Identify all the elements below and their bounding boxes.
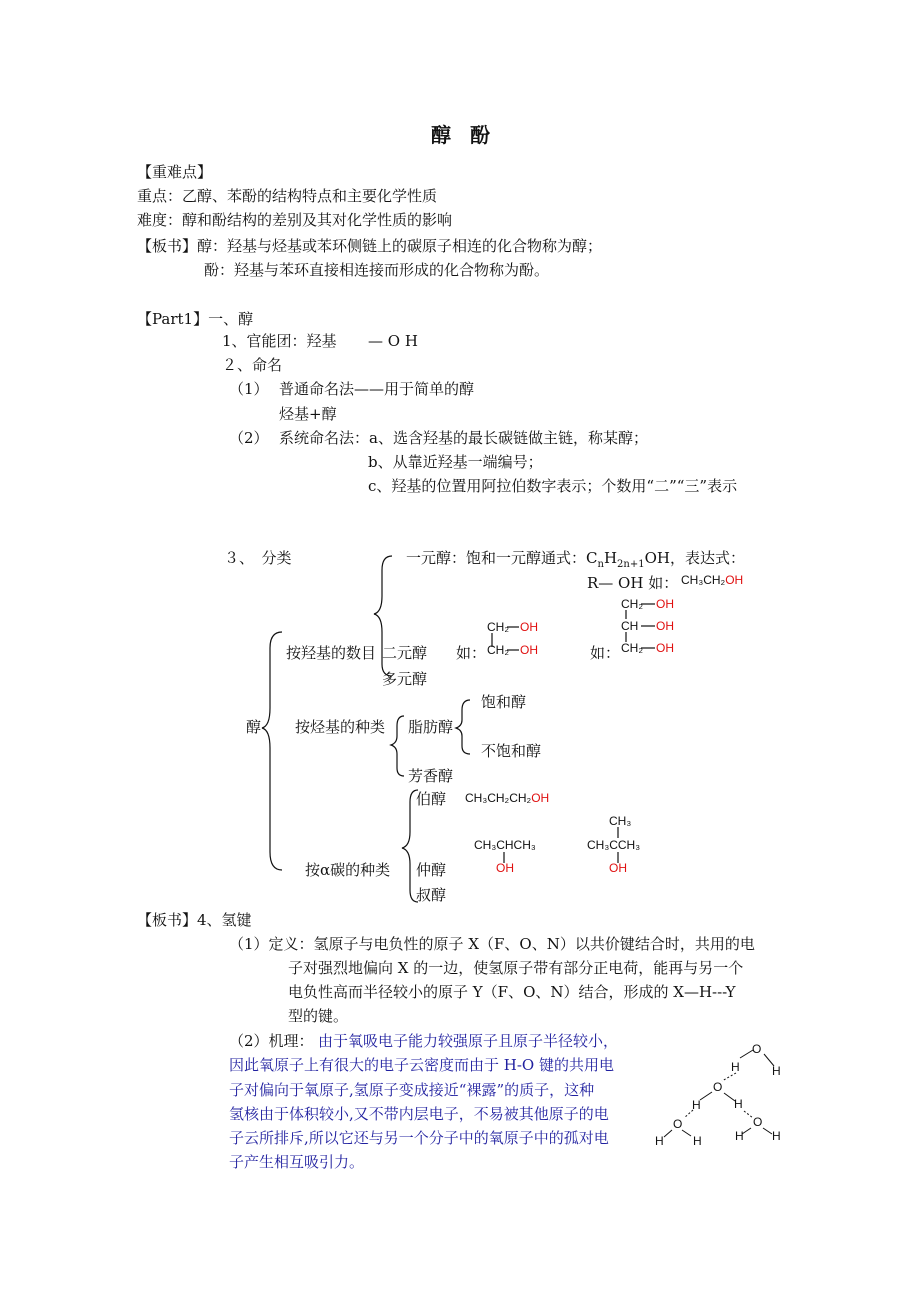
tertiary-formula: CH₃CCH₃: [587, 838, 641, 852]
diol-oh-2: OH: [520, 643, 538, 657]
common-naming-index: （1）: [229, 380, 269, 398]
water-h-4a: H: [735, 1129, 744, 1143]
system-naming-index: （2）: [229, 429, 269, 447]
diol-ch2-2: CH₂: [487, 643, 509, 657]
tertiary-oh: OH: [609, 861, 627, 875]
saturated-label: 饱和醇: [481, 693, 527, 711]
water-h-2a: H: [692, 1098, 701, 1112]
board-phenol-definition: 酚：羟基与苯环直接相连接而形成的化合物称为酚。: [204, 261, 550, 279]
triol-ch2-1: CH₂: [621, 597, 643, 611]
aromatic-label: 芳香醇: [408, 767, 454, 785]
functional-group-line: 1、官能团：羟基: [222, 332, 337, 350]
triol-oh-2: OH: [656, 619, 674, 633]
mechanism-line-3: 子对偏向于氧原子,氢原子变成接近“裸露”的质子，这种: [229, 1081, 595, 1099]
hbond-def-3: 电负性高而半径较小的原子 Y（F、O、N）结合，形成的 X—H---Y: [288, 983, 736, 1001]
triol-ch: CH: [621, 619, 639, 633]
water-o-4: O: [753, 1115, 763, 1129]
secondary-oh: OH: [496, 861, 514, 875]
water-h-4b: H: [772, 1129, 781, 1143]
diol-oh-1: OH: [520, 620, 538, 634]
hbond-def-1: （1）定义：氢原子与电负性的原子 X（F、O、N）以共价键结合时，共用的电: [229, 935, 755, 953]
dihydric-ru: 如：: [456, 644, 487, 662]
focus-line: 重点：乙醇、苯酚的结构特点和主要化学性质: [137, 187, 438, 205]
system-naming-b: b、从靠近羟基一端编号；: [368, 453, 543, 471]
hbond-def-2: 子对强烈地偏向 X 的一边，使氢原子带有部分正电荷，能再与另一个: [288, 959, 744, 977]
dihydric-label: 二元醇: [382, 644, 428, 662]
by-alpha-carbon: 按α碳的种类: [305, 861, 391, 879]
alcohol-root-label: 醇: [246, 718, 262, 736]
system-naming-c: c、羟基的位置用阿拉伯数字表示；个数用“二”“三”表示: [368, 477, 738, 495]
common-naming-line: 普通命名法——用于简单的醇: [279, 380, 475, 398]
classification-heading: ３、 分类: [224, 549, 292, 567]
unsaturated-label: 不饱和醇: [481, 742, 542, 760]
aliphatic-label: 脂肪醇: [408, 718, 454, 736]
common-naming-rule: 烃基+醇: [279, 405, 337, 423]
water-h-3a: H: [655, 1134, 664, 1148]
triol-oh-3: OH: [656, 641, 674, 655]
water-h-1a: H: [731, 1060, 740, 1074]
by-hydrocarbyl: 按烃基的种类: [295, 718, 386, 736]
mechanism-label: （2）机理：: [229, 1032, 314, 1050]
water-h-1b: H: [772, 1064, 781, 1078]
primary-formula: CH₃CH₂CH₂OH: [465, 791, 550, 805]
polyhydric-label: 多元醇: [382, 670, 428, 688]
monohydric-expression: R— OH 如：: [587, 574, 679, 592]
naming-heading: ２、命名: [222, 356, 283, 374]
water-o-1: O: [752, 1042, 762, 1056]
secondary-label: 仲醇: [416, 861, 447, 879]
mechanism-line-6: 子产生相互吸引力。: [229, 1153, 365, 1171]
water-o-2: O: [713, 1080, 723, 1094]
tertiary-ch3-top: CH₃: [609, 814, 632, 828]
hbond-header: 【板书】4、氢键: [137, 911, 252, 929]
mechanism-line-4: 氢核由于体积较小,又不带内层电子，不易被其他原子的电: [229, 1105, 609, 1123]
triol-oh-1: OH: [656, 597, 674, 611]
hbond-def-4: 型的键。: [288, 1007, 349, 1025]
trihydric-ru: 如：: [590, 644, 621, 662]
part1-header: 【Part1】一、醇: [137, 310, 254, 328]
difficulty-line: 难度：醇和酚结构的差别及其对化学性质的影响: [137, 211, 453, 229]
diol-ch2-1: CH₂: [487, 620, 509, 634]
ethanol-formula: CH₃CH₂OH: [681, 573, 744, 587]
tertiary-label: 叔醇: [416, 886, 447, 904]
mechanism-line-1: 由于氧吸电子能力较强原子且原子半径较小，: [318, 1032, 619, 1050]
water-h-3b: H: [693, 1134, 702, 1148]
board-alcohol-definition: 【板书】醇：羟基与烃基或苯环侧链上的碳原子相连的化合物称为醇；: [137, 237, 603, 255]
mechanism-line-5: 子云所排斥,所以它还与另一个分子中的氧原子中的孤对电: [229, 1129, 609, 1147]
by-hydroxyl-count: 按羟基的数目: [286, 644, 377, 662]
monohydric-line: 一元醇：饱和一元醇通式：$C_nH_{2n+1}OH$，表达式：: [406, 549, 745, 570]
system-naming-a: 系统命名法：a、选含羟基的最长碳链做主链，称某醇；: [279, 429, 648, 447]
primary-label: 伯醇: [416, 790, 447, 808]
mechanism-line-2: 因此氧原子上有很大的电子云密度而由于 H-O 键的共用电: [229, 1056, 614, 1074]
functional-group-formula: — O H: [368, 332, 418, 350]
key-points-header: 【重难点】: [137, 163, 213, 181]
secondary-formula: CH₃CHCH₃: [474, 838, 536, 852]
water-o-3: O: [673, 1117, 683, 1131]
page-title: 醇 酚: [431, 123, 496, 147]
triol-ch2-2: CH₂: [621, 641, 643, 655]
water-h-2b: H: [734, 1097, 743, 1111]
